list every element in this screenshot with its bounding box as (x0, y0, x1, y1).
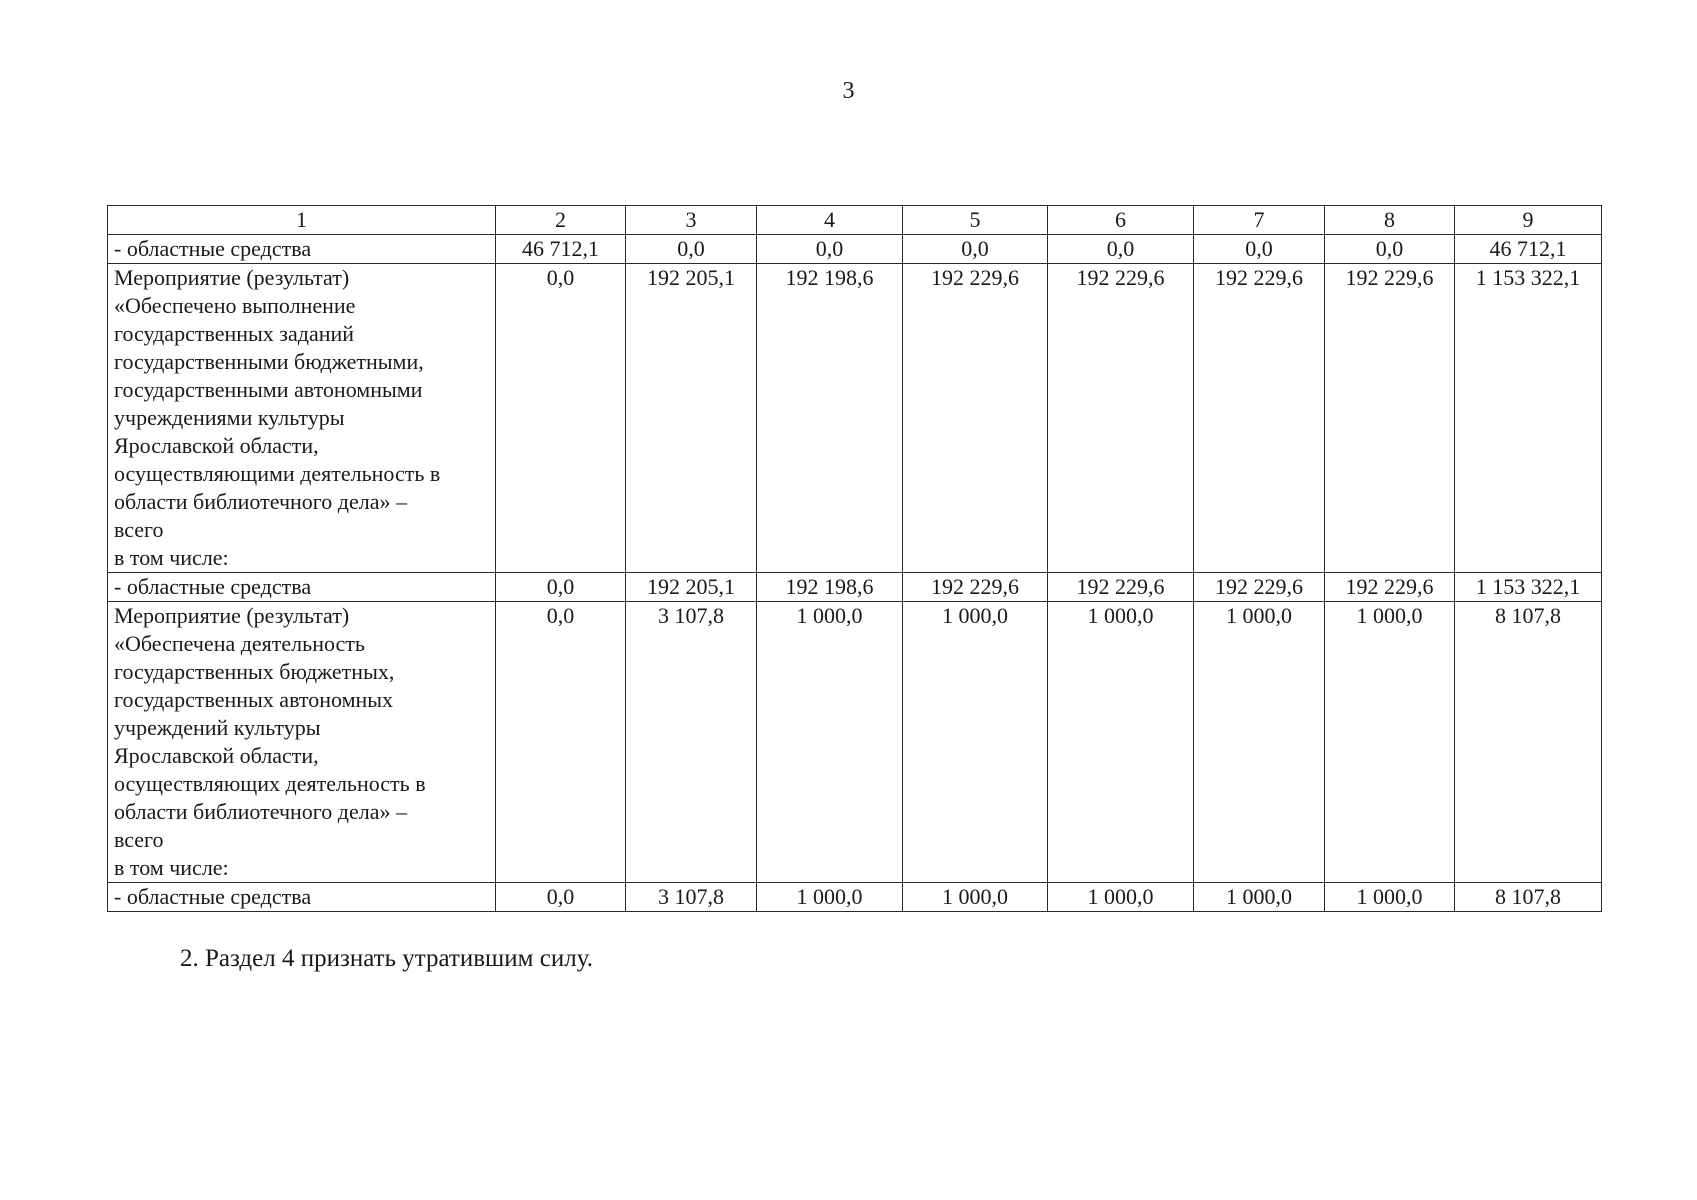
table-cell: 0,0 (496, 883, 626, 912)
table-cell: 1 000,0 (757, 602, 903, 883)
table-cell: 1 000,0 (1325, 883, 1455, 912)
table-cell: 46 712,1 (496, 235, 626, 264)
table-cell: 192 229,6 (1325, 573, 1455, 602)
column-header: 8 (1325, 206, 1455, 235)
table-cell: 1 153 322,1 (1455, 264, 1602, 573)
table-cell: 1 000,0 (1048, 602, 1194, 883)
table-cell: 8 107,8 (1455, 883, 1602, 912)
table-cell: 1 000,0 (1194, 602, 1325, 883)
table-cell: 192 229,6 (1194, 573, 1325, 602)
table-row (108, 573, 1602, 602)
table-cell: 0,0 (757, 235, 903, 264)
table-row (108, 883, 1602, 912)
row-label: - областные средства (108, 235, 496, 264)
table-cell: 3 107,8 (626, 883, 757, 912)
column-header: 7 (1194, 206, 1325, 235)
table-header-row (108, 206, 1602, 235)
table-cell: 8 107,8 (1455, 602, 1602, 883)
table-cell: 0,0 (496, 573, 626, 602)
table-cell: 0,0 (626, 235, 757, 264)
table-cell: 0,0 (1048, 235, 1194, 264)
column-header: 3 (626, 206, 757, 235)
table-cell: 0,0 (903, 235, 1048, 264)
table-row (108, 602, 1602, 883)
table-cell: 192 205,1 (626, 264, 757, 573)
column-header: 1 (108, 206, 496, 235)
table-cell: 192 229,6 (1194, 264, 1325, 573)
table-cell: 1 000,0 (903, 602, 1048, 883)
table-cell: 1 000,0 (903, 883, 1048, 912)
budget-table (107, 205, 1602, 912)
table-cell: 0,0 (496, 602, 626, 883)
table-row (108, 235, 1602, 264)
table-cell: 1 000,0 (1325, 602, 1455, 883)
table-cell: 1 153 322,1 (1455, 573, 1602, 602)
table-cell: 192 205,1 (626, 573, 757, 602)
row-label: - областные средства (108, 573, 496, 602)
table-cell: 192 229,6 (1048, 573, 1194, 602)
table-cell: 1 000,0 (1194, 883, 1325, 912)
row-label: - областные средства (108, 883, 496, 912)
column-header: 9 (1455, 206, 1602, 235)
table-cell: 192 198,6 (757, 264, 903, 573)
table-cell: 3 107,8 (626, 602, 757, 883)
column-header: 4 (757, 206, 903, 235)
table-cell: 0,0 (1325, 235, 1455, 264)
table-cell: 192 198,6 (757, 573, 903, 602)
column-header: 6 (1048, 206, 1194, 235)
table-cell: 46 712,1 (1455, 235, 1602, 264)
paragraph-text: 2. Раздел 4 признать утратившим силу. (180, 945, 593, 972)
table-cell: 192 229,6 (903, 573, 1048, 602)
table-cell: 0,0 (496, 264, 626, 573)
table-cell: 1 000,0 (757, 883, 903, 912)
table-cell: 1 000,0 (1048, 883, 1194, 912)
table-row (108, 264, 1602, 573)
table-cell: 0,0 (1194, 235, 1325, 264)
page-number: 3 (842, 78, 855, 104)
row-label: Мероприятие (результат) «Обеспечена деятельность государственных бюджетных, государственных автономных учреждений культуры Ярославской области, осуществляющих деятельность в области библиотечного дела» – всего в том числе: (108, 602, 496, 883)
table-cell: 192 229,6 (903, 264, 1048, 573)
column-header: 2 (496, 206, 626, 235)
column-header: 5 (903, 206, 1048, 235)
table-cell: 192 229,6 (1325, 264, 1455, 573)
table-cell: 192 229,6 (1048, 264, 1194, 573)
row-label: Мероприятие (результат) «Обеспечено выполнение государственных заданий государственными бюджетными, государственными автономными учреждениями культуры Ярославской области, осуществляющими деятельность в области библиотечного дела» – всего в том числе: (108, 264, 496, 573)
